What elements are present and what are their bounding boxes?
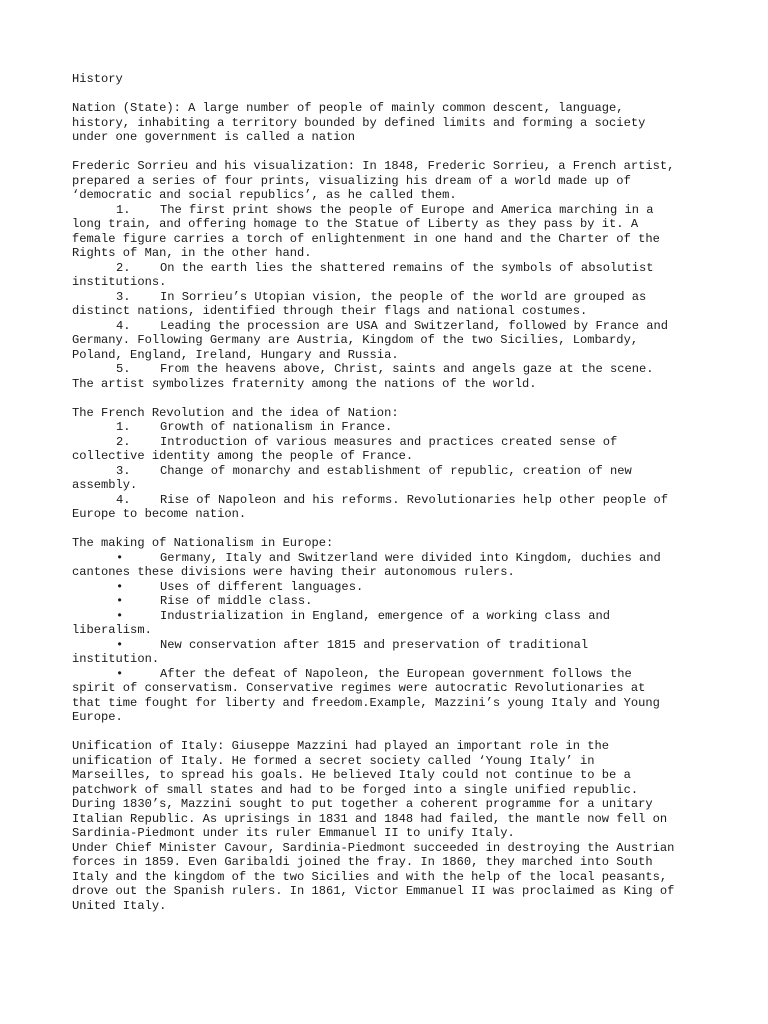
list-marker: 3. <box>116 289 131 304</box>
list-item-first-line <box>72 594 712 609</box>
list-item-continuation: that time fought for liberty and freedom.Example, Mazzini’s young Italy and Young <box>72 695 660 710</box>
spacer <box>72 145 712 160</box>
sorrieu-paragraph <box>72 159 712 203</box>
list-item-first-line <box>72 203 712 218</box>
list-item-first-line <box>72 261 712 276</box>
list-marker: 2. <box>116 434 131 449</box>
paragraph-line: Under Chief Minister Cavour, Sardinia-Piedmont succeeded in destroying the Austrian <box>72 840 675 855</box>
list-item-text: Germany, Italy and Switzerland were divided into Kingdom, duchies and <box>160 550 661 565</box>
paragraph-line: unification of Italy. He formed a secret society called ‘Young Italy’ in <box>72 753 595 768</box>
paragraph-line: During 1830’s, Mazzini sought to put together a coherent programme for a unitary <box>72 797 653 811</box>
list-item-text: Industrialization in England, emergence of a working class and <box>160 608 610 623</box>
paragraph-line: Frederic Sorrieu and his visualization: In 1848, Frederic Sorrieu, a French artist, <box>72 159 675 173</box>
list-item-first-line <box>72 435 712 450</box>
list-item-text: In Sorrieu’s Utopian vision, the people of the world are grouped as <box>160 289 647 304</box>
list-item-continuation: long train, and offering homage to the Statue of Liberty as they pass by it. A <box>72 217 639 231</box>
list-marker: 5. <box>116 362 131 376</box>
list-item-first-line <box>72 609 712 624</box>
list-item-continuation: Europe. <box>72 710 123 724</box>
paragraph-line: ‘democratic and social republics’, as he called them. <box>72 188 457 202</box>
list-item-text: Rise of middle class. <box>160 594 313 608</box>
paragraph-line: under one government is called a nation <box>72 130 356 144</box>
list-item-text: Introduction of various measures and practices created sense of <box>160 434 618 449</box>
spacer <box>72 725 712 740</box>
list-marker: 1. <box>116 202 131 217</box>
list-item-continuation: institutions. <box>72 275 167 289</box>
list-item-first-line <box>72 493 712 508</box>
list-marker: • <box>116 666 124 681</box>
paragraph-line: Nation (State): A large number of people of mainly common descent, language, <box>72 101 624 115</box>
french-revolution-heading: The French Revolution and the idea of Nation: <box>72 405 399 420</box>
list-item-text: The first print shows the people of Europe and America marching in a <box>160 202 654 217</box>
list-item-text: Rise of Napoleon and his reforms. Revolutionaries help other people of <box>160 492 669 507</box>
list-item-continuation: collective identity among the people of France. <box>72 449 414 463</box>
list-item-first-line <box>72 551 712 566</box>
sorrieu-list <box>72 203 712 392</box>
paragraph-line: Marseilles, to spread his goals. He believed Italy could not continue to be a <box>72 768 631 782</box>
paragraph-line: Sardinia-Piedmont under its ruler Emmanuel II to unify Italy. <box>72 826 515 840</box>
list-marker: • <box>116 550 124 565</box>
list-marker: • <box>116 608 124 623</box>
paragraph-line: forces in 1859. Even Garibaldi joined the fray. In 1860, they marched into South <box>72 855 653 869</box>
list-item-continuation: institution. <box>72 652 160 666</box>
list-item-continuation: liberalism. <box>72 623 152 637</box>
list-item-text: Growth of nationalism in France. <box>160 420 393 434</box>
paragraph-line: patchwork of small states and had to be forged into a single unified republic. <box>72 782 639 797</box>
list-item-first-line <box>72 319 712 334</box>
list-item-text: Leading the procession are USA and Switzerland, followed by France and <box>160 318 669 333</box>
italy-paragraph-2 <box>72 841 712 914</box>
list-item-continuation: spirit of conservatism. Conservative regimes were autocratic Revolutionaries at <box>72 681 646 695</box>
list-marker: 2. <box>116 260 131 275</box>
list-item-first-line <box>72 464 712 479</box>
list-item-text: Uses of different languages. <box>160 579 364 594</box>
list-item-continuation: female figure carries a torch of enlightenment in one hand and the Charter of the <box>72 231 660 246</box>
nationalism-list <box>72 551 712 725</box>
list-item-text: New conservation after 1815 and preservation of traditional <box>160 637 589 652</box>
list-item-text: On the earth lies the shattered remains of the symbols of absolutist <box>160 260 654 275</box>
list-marker: 1. <box>116 420 131 434</box>
paragraph-line: Unification of Italy: Giuseppe Mazzini had played an important role in the <box>72 739 610 753</box>
paragraph-line: Italy and the kingdom of the two Sicilies and with the help of the local peasants, <box>72 869 668 884</box>
list-marker: 4. <box>116 492 131 507</box>
list-item-first-line <box>72 667 712 682</box>
list-marker: 3. <box>116 463 131 478</box>
paragraph-line: drove out the Spanish rulers. In 1861, Victor Emmanuel II was proclaimed as King of <box>72 884 675 898</box>
italy-paragraph-1 <box>72 739 712 841</box>
list-item-first-line <box>72 638 712 653</box>
list-item-continuation: assembly. <box>72 478 138 492</box>
list-item-text: After the defeat of Napoleon, the European government follows the <box>160 666 632 681</box>
list-marker: • <box>116 594 124 608</box>
document-page <box>72 72 712 913</box>
list-marker: 4. <box>116 318 131 333</box>
paragraph-line: prepared a series of four prints, visualizing his dream of a world made up of <box>72 173 631 188</box>
list-item-continuation: Rights of Man, in the other hand. <box>72 246 312 260</box>
paragraph-line: United Italy. <box>72 898 167 913</box>
spacer <box>72 522 712 537</box>
list-marker: • <box>116 579 124 594</box>
list-item-continuation: Poland, England, Ireland, Hungary and Russia. <box>72 347 399 362</box>
spacer <box>72 391 712 406</box>
spacer <box>72 87 712 102</box>
doc-heading: History <box>72 72 123 86</box>
list-item-continuation: Germany. Following Germany are Austria, Kingdom of the two Sicilies, Lombardy, <box>72 333 639 347</box>
nationalism-heading: The making of Nationalism in Europe: <box>72 536 334 550</box>
list-item-continuation: Europe to become nation. <box>72 507 247 521</box>
paragraph-line: Italian Republic. As uprisings in 1831 and 1848 had failed, the mantle now fell on <box>72 811 668 826</box>
list-item-continuation: The artist symbolizes fraternity among the nations of the world. <box>72 376 537 391</box>
list-item-continuation: distinct nations, identified through their flags and national costumes. <box>72 304 588 318</box>
list-item-first-line <box>72 362 712 377</box>
list-item-first-line <box>72 580 712 595</box>
list-item-first-line <box>72 420 712 435</box>
list-item-text: From the heavens above, Christ, saints and angels gaze at the scene. <box>160 362 654 376</box>
list-item-continuation: cantones these divisions were having their autonomous rulers. <box>72 565 515 579</box>
nation-definition-paragraph <box>72 101 712 145</box>
paragraph-line: history, inhabiting a territory bounded by defined limits and forming a society <box>72 115 646 130</box>
list-item-text: Change of monarchy and establishment of republic, creation of new <box>160 463 632 478</box>
french-revolution-list <box>72 420 712 522</box>
list-marker: • <box>116 637 124 652</box>
list-item-first-line <box>72 290 712 305</box>
